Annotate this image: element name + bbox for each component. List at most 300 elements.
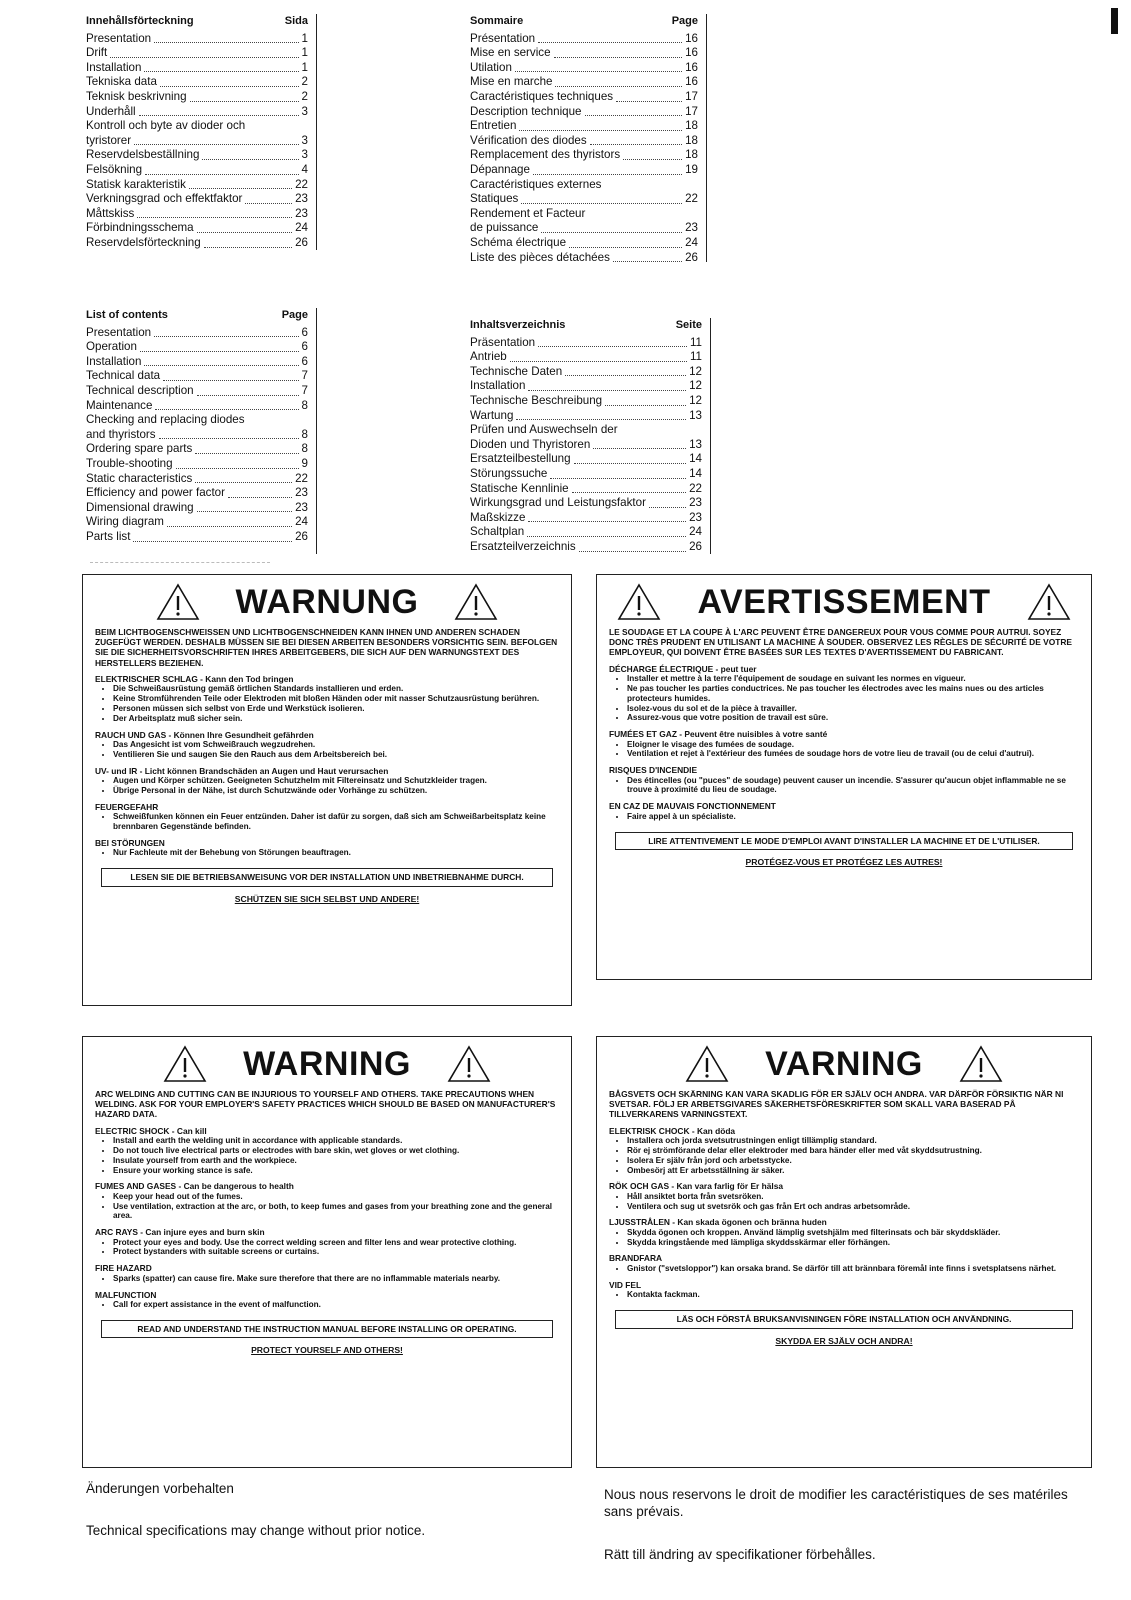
toc-entry-page: 2 bbox=[301, 89, 308, 103]
toc-header bbox=[86, 308, 316, 323]
toc-entry bbox=[470, 423, 710, 438]
hazard-item: • Augen und Körper schützen. Geeigneten Schutzhelm mit Filtereinsatz und Schutzkleider tragen. bbox=[113, 776, 559, 786]
hazard-section bbox=[95, 1126, 559, 1176]
hazard-item: • Rör ej strömförande delar eller elektroder med bara händer eller med våt skyddsutrustning. bbox=[627, 1146, 1079, 1156]
protect-slogan: PROTECT YOURSELF AND OTHERS! bbox=[251, 1345, 403, 1356]
hazard-item: • Ne pas toucher les parties conductrices. Ne pas toucher les électrodes avec les mains nues ou des articles protecteurs humides. bbox=[627, 684, 1079, 704]
toc-page-heading: Page bbox=[281, 309, 308, 321]
toc-entry-label: and thyristors bbox=[86, 427, 156, 441]
toc-entry bbox=[86, 192, 316, 207]
toc-entry-page: 16 bbox=[685, 60, 698, 74]
hazard-item: • Kontakta fackman. bbox=[627, 1290, 1079, 1300]
warning-triangle-icon bbox=[617, 583, 661, 621]
hazard-heading: FEUERGEFAHR bbox=[95, 801, 159, 812]
toc-entry-label: Störungssuche bbox=[470, 466, 548, 480]
toc-entry-label: Ersatzteilverzeichnis bbox=[470, 539, 576, 553]
toc-entry-label: Installation bbox=[86, 354, 142, 368]
toc-entry-label: Reservdelsförteckning bbox=[86, 235, 201, 249]
toc-entry-label: Static characteristics bbox=[86, 471, 193, 485]
toc-entry-page: 16 bbox=[685, 46, 698, 60]
hazard-heading: EN CAZ DE MAUVAIS FONCTIONNEMENT bbox=[609, 801, 776, 812]
hazard-item: • Faire appel à un spécialiste. bbox=[627, 812, 1079, 822]
warning-title: WARNING bbox=[243, 1044, 411, 1083]
warning-triangle-icon bbox=[1027, 583, 1071, 621]
toc-entry-page: 18 bbox=[685, 119, 698, 133]
toc-entry-label: Dioden und Thyristoren bbox=[470, 437, 591, 451]
toc-entry-page: 19 bbox=[685, 162, 698, 176]
hazard-item: • Ventilera och sug ut svetsrök och gas från Ert och andras arbetsområde. bbox=[627, 1202, 1079, 1212]
toc-entry bbox=[86, 32, 316, 47]
hazard-list bbox=[95, 848, 559, 858]
toc-entry-label: Statisk karakteristik bbox=[86, 177, 186, 191]
toc-leader-dots bbox=[159, 438, 299, 439]
toc-entry bbox=[86, 134, 316, 149]
toc-entry-label: Mise en marche bbox=[470, 75, 553, 89]
hazard-item: • Skydda kringstående med lämpliga skyddsskärmar eller förhängen. bbox=[627, 1238, 1079, 1248]
toc-french bbox=[470, 14, 707, 262]
toc-swedish bbox=[86, 14, 317, 250]
hazard-heading: UV- und IR - Licht können Brandschäden an Augen und Haut verursachen bbox=[95, 765, 389, 776]
warning-intro: LE SOUDAGE ET LA COUPE À L'ARC PEUVENT ÊTRE DANGEREUX POUR VOUS COMME POUR AUTRUI. SOYEZ DONC TRÈS PRUDENT EN UTILISANT LA MACHINE À SOUDER. OBSERVEZ LES RÈGLES DE SÉCURITÉ DE VOTRE EMPLOYEUR, QUI DOIVENT ÊTRE BASÉES SUR LES TEXTES D'AVERTISSEMENT DU FABRICANT. bbox=[609, 627, 1072, 658]
toc-entry-label: Technische Daten bbox=[470, 364, 563, 378]
toc-entry-label: Technical data bbox=[86, 369, 161, 383]
toc-entry bbox=[86, 148, 316, 163]
toc-entry-page: 11 bbox=[689, 335, 702, 349]
read-manual-notice: LÄS OCH FÖRSTÅ BRUKSANVISNINGEN FÖRE INSTALLATION OCH ANVÄNDNING. bbox=[615, 1310, 1073, 1329]
toc-leader-dots bbox=[565, 375, 686, 376]
toc-entry bbox=[86, 501, 316, 516]
toc-leader-dots bbox=[197, 511, 292, 512]
hazard-item: • Der Arbeitsplatz muß sicher sein. bbox=[113, 714, 559, 724]
toc-entry-page: 12 bbox=[689, 379, 702, 393]
toc-entry-page: 7 bbox=[301, 369, 308, 383]
hazard-list bbox=[95, 776, 559, 796]
hazard-item: • Schweißfunken können ein Feuer entzünden. Daher ist dafür zu sorgen, daß sich am Schweißarbeitsplatz keine brennbaren Gegenstände befinden. bbox=[113, 812, 559, 832]
toc-page-heading: Seite bbox=[675, 319, 702, 331]
warning-title-bar bbox=[609, 581, 1079, 623]
toc-entry-page: 14 bbox=[689, 466, 702, 480]
toc-entry-page: 23 bbox=[295, 500, 308, 514]
hazard-item: • Eloigner le visage des fumées de soudage. bbox=[627, 740, 1079, 750]
toc-entry bbox=[470, 119, 706, 134]
toc-entry bbox=[470, 163, 706, 178]
warning-title: AVERTISSEMENT bbox=[697, 582, 991, 621]
toc-entry-label: Verkningsgrad och effektfaktor bbox=[86, 192, 243, 206]
hazard-item: • Use ventilation, extraction at the arc, or both, to keep fumes and gases from your breathing zone and the general area. bbox=[113, 1202, 559, 1222]
toc-leader-dots bbox=[195, 453, 298, 454]
toc-entry bbox=[470, 482, 710, 497]
toc-leader-dots bbox=[190, 101, 299, 102]
toc-entry bbox=[86, 61, 316, 76]
hazard-item: • Personen müssen sich selbst von Erde und Werkstück isolieren. bbox=[113, 704, 559, 714]
toc-entry bbox=[86, 163, 316, 178]
toc-entry-label: Kontroll och byte av dioder och bbox=[86, 119, 246, 133]
toc-leader-dots bbox=[616, 101, 682, 102]
hazard-heading: VID FEL bbox=[609, 1279, 642, 1290]
toc-entry-label: Description technique bbox=[470, 104, 582, 118]
toc-entry-label: Remplacement des thyristors bbox=[470, 148, 621, 162]
toc-entry-page: 14 bbox=[689, 452, 702, 466]
toc-entry-page: 22 bbox=[689, 481, 702, 495]
footer-swedish: Rätt till ändring av specifikationer förbehålles. bbox=[604, 1547, 876, 1562]
toc-entry-page: 24 bbox=[685, 235, 698, 249]
toc-entry-label: Drift bbox=[86, 46, 108, 60]
toc-entry bbox=[86, 369, 316, 384]
toc-leader-dots bbox=[550, 478, 686, 479]
toc-entry bbox=[470, 365, 710, 380]
toc-entry bbox=[86, 119, 316, 134]
toc-entry bbox=[470, 394, 710, 409]
hazard-list bbox=[609, 674, 1079, 723]
toc-entry-page: 17 bbox=[685, 104, 698, 118]
toc-entry-label: de puissance bbox=[470, 221, 539, 235]
hazard-list bbox=[95, 1274, 559, 1284]
hazard-list bbox=[95, 740, 559, 760]
toc-leader-dots bbox=[510, 361, 687, 362]
hazard-heading: MALFUNCTION bbox=[95, 1289, 157, 1300]
toc-entry-page: 16 bbox=[685, 31, 698, 45]
divider bbox=[90, 562, 270, 563]
toc-entry-page: 8 bbox=[301, 398, 308, 412]
toc-german bbox=[470, 318, 711, 554]
toc-leader-dots bbox=[593, 448, 686, 449]
toc-leader-dots bbox=[528, 390, 686, 391]
toc-entry bbox=[86, 442, 316, 457]
toc-entry bbox=[470, 251, 706, 266]
toc-entry bbox=[470, 221, 706, 236]
hazard-list bbox=[95, 812, 559, 832]
toc-entry-page: 26 bbox=[685, 250, 698, 264]
hazard-heading: FUMÉES ET GAZ - Peuvent être nuisibles à votre santé bbox=[609, 729, 828, 740]
toc-entry-label: Statiques bbox=[470, 192, 519, 206]
toc-leader-dots bbox=[134, 144, 298, 145]
hazard-list bbox=[609, 1192, 1079, 1212]
toc-leader-dots bbox=[515, 71, 682, 72]
toc-leader-dots bbox=[572, 492, 686, 493]
footer-french: Nous nous reservons le droit de modifier les caractéristiques de ses matériles sans prévais. bbox=[604, 1487, 1068, 1519]
toc-entry-page: 17 bbox=[685, 89, 698, 103]
hazard-section bbox=[609, 765, 1079, 795]
toc-leader-dots bbox=[167, 526, 292, 527]
hazard-section bbox=[609, 801, 1079, 821]
toc-entry bbox=[86, 355, 316, 370]
protect-slogan: PROTÉGEZ-VOUS ET PROTÉGEZ LES AUTRES! bbox=[745, 857, 943, 868]
edge-mark bbox=[1111, 8, 1118, 34]
hazard-heading: RAUCH UND GAS - Können Ihre Gesundheit gefährden bbox=[95, 729, 314, 740]
toc-entry-label: Wiring diagram bbox=[86, 515, 164, 529]
toc-leader-dots bbox=[538, 42, 682, 43]
toc-entry-label: Dimensional drawing bbox=[86, 500, 194, 514]
toc-entry-label: Parts list bbox=[86, 529, 131, 543]
hazard-item: • Keep your head out of the fumes. bbox=[113, 1192, 559, 1202]
hazard-list bbox=[95, 1238, 559, 1258]
toc-entry-page: 3 bbox=[301, 104, 308, 118]
toc-entry bbox=[470, 336, 710, 351]
hazard-section bbox=[95, 1290, 559, 1310]
toc-entry-page: 8 bbox=[301, 427, 308, 441]
toc-entry bbox=[470, 350, 710, 365]
footer-german: Änderungen vorbehalten bbox=[86, 1481, 234, 1496]
hazard-section bbox=[95, 730, 559, 760]
toc-entry bbox=[470, 511, 710, 526]
toc-leader-dots bbox=[527, 536, 686, 537]
toc-entry-label: Ordering spare parts bbox=[86, 442, 193, 456]
read-manual-notice: READ AND UNDERSTAND THE INSTRUCTION MANUAL BEFORE INSTALLING OR OPERATING. bbox=[101, 1320, 553, 1339]
hazard-item: • Håll ansiktet borta från svetsröken. bbox=[627, 1192, 1079, 1202]
hazard-heading: BEI STÖRUNGEN bbox=[95, 837, 165, 848]
toc-entry bbox=[470, 46, 706, 61]
toc-entry-label: tyristorer bbox=[86, 133, 132, 147]
toc-entry-page: 12 bbox=[689, 393, 702, 407]
toc-entry bbox=[470, 409, 710, 424]
warning-box-swedish bbox=[596, 1036, 1092, 1468]
toc-entry bbox=[86, 221, 316, 236]
hazard-heading: LJUSSTRÅLEN - Kan skada ögonen och bränna huden bbox=[609, 1217, 827, 1228]
toc-heading: Sommaire bbox=[470, 15, 524, 27]
warning-triangle-icon bbox=[454, 583, 498, 621]
hazard-heading: ARC RAYS - Can injure eyes and burn skin bbox=[95, 1227, 265, 1238]
toc-leader-dots bbox=[195, 482, 292, 483]
toc-leader-dots bbox=[202, 159, 298, 160]
warning-triangle-icon bbox=[685, 1045, 729, 1083]
toc-leader-dots bbox=[154, 42, 298, 43]
toc-page-heading: Page bbox=[671, 15, 698, 27]
toc-entry-label: Schéma électrique bbox=[470, 235, 567, 249]
toc-leader-dots bbox=[160, 86, 299, 87]
toc-leader-dots bbox=[554, 57, 683, 58]
hazard-heading: BRANDFARA bbox=[609, 1253, 663, 1264]
toc-leader-dots bbox=[590, 144, 682, 145]
toc-entry bbox=[470, 467, 710, 482]
toc-entry-page: 26 bbox=[295, 529, 308, 543]
toc-entry-page: 9 bbox=[301, 456, 308, 470]
warning-box-french bbox=[596, 574, 1092, 980]
hazard-heading: DÉCHARGE ÉLECTRIQUE - peut tuer bbox=[609, 663, 757, 674]
toc-entry bbox=[470, 148, 706, 163]
toc-leader-dots bbox=[585, 115, 683, 116]
hazard-list bbox=[95, 1300, 559, 1310]
toc-entry-page: 12 bbox=[689, 364, 702, 378]
toc-entry-page: 26 bbox=[689, 539, 702, 553]
toc-entry-label: Mise en service bbox=[470, 46, 551, 60]
toc-entry-label: Rendement et Facteur bbox=[470, 206, 586, 220]
toc-entry bbox=[470, 90, 706, 105]
warning-intro: BEIM LICHTBOGENSCHWEISSEN UND LICHTBOGENSCHNEIDEN KANN IHNEN UND ANDEREN SCHADEN ZUGEFÜGT WERDEN. DESHALB MÜSSEN SIE BEI DIESEN ARBEITEN BESONDERS VORSICHTIG SEIN. BEFOLGEN SIE DIE SICHERHEITSVORSCHRIFTEN IHRES ARBEITGEBERS, DIE SICH AUF DEN WARNUNGSTEXT DES HERSTELLERS BEZIEHEN. bbox=[95, 627, 558, 668]
toc-entry bbox=[86, 46, 316, 61]
hazard-heading: FUMES AND GASES - Can be dangerous to health bbox=[95, 1181, 294, 1192]
toc-page-heading: Sida bbox=[284, 15, 308, 27]
toc-leader-dots bbox=[110, 57, 298, 58]
toc-entry-page: 18 bbox=[685, 133, 698, 147]
hazard-list bbox=[95, 1136, 559, 1175]
toc-entry-label: Antrieb bbox=[470, 350, 507, 364]
hazard-section bbox=[609, 1181, 1079, 1211]
toc-entry-page: 23 bbox=[295, 206, 308, 220]
toc-entry-page: 23 bbox=[295, 192, 308, 206]
hazard-section bbox=[95, 1227, 559, 1257]
toc-entry-page: 6 bbox=[301, 325, 308, 339]
hazard-section bbox=[95, 674, 559, 724]
toc-leader-dots bbox=[649, 507, 686, 508]
toc-heading: List of contents bbox=[86, 309, 168, 321]
hazard-item: • Übrige Personal in der Nähe, ist durch Schutzwände oder Vorhänge zu schützen. bbox=[113, 786, 559, 796]
toc-entry-label: Dépannage bbox=[470, 162, 530, 176]
toc-entry-page: 13 bbox=[689, 408, 702, 422]
hazard-item: • Isolera Er själv från jord och arbetsstycke. bbox=[627, 1156, 1079, 1166]
toc-entry-label: Teknisk beskrivning bbox=[86, 89, 187, 103]
hazard-item: • Ombesörj att Er arbetsställning är säker. bbox=[627, 1166, 1079, 1176]
toc-leader-dots bbox=[137, 217, 292, 218]
toc-entry-label: Präsentation bbox=[470, 335, 536, 349]
toc-entry-page: 3 bbox=[301, 148, 308, 162]
read-manual-notice: LIRE ATTENTIVEMENT LE MODE D'EMPLOI AVANT D'INSTALLER LA MACHINE ET DE L'UTILISER. bbox=[615, 832, 1073, 851]
toc-entry bbox=[86, 413, 316, 428]
toc-entry bbox=[86, 207, 316, 222]
toc-entry-label: Utilation bbox=[470, 60, 512, 74]
hazard-section bbox=[95, 1181, 559, 1221]
hazard-heading: RÖK OCH GAS - Kan vara farlig för Er hälsa bbox=[609, 1181, 784, 1192]
toc-entry-label: Presentation bbox=[86, 31, 152, 45]
hazard-section bbox=[609, 1217, 1079, 1247]
toc-entry bbox=[470, 525, 710, 540]
toc-header bbox=[86, 14, 316, 29]
protect-slogan: SKYDDA ER SJÄLV OCH ANDRA! bbox=[775, 1335, 913, 1346]
hazard-item: • Skydda ögonen och kroppen. Använd lämplig svetshjälm med filterinsats och bär skyddskläder. bbox=[627, 1228, 1079, 1238]
warning-box-german bbox=[82, 574, 572, 1006]
hazard-section bbox=[609, 1126, 1079, 1176]
toc-entry bbox=[86, 75, 316, 90]
warning-triangle-icon bbox=[447, 1045, 491, 1083]
hazard-list bbox=[609, 812, 1079, 822]
hazard-section bbox=[609, 1280, 1079, 1300]
toc-leader-dots bbox=[528, 521, 686, 522]
toc-entry-page: 13 bbox=[689, 437, 702, 451]
toc-entry-page: 18 bbox=[685, 148, 698, 162]
toc-entry bbox=[86, 90, 316, 105]
toc-entry bbox=[86, 384, 316, 399]
toc-entry-label: Présentation bbox=[470, 31, 536, 45]
toc-entry-page: 23 bbox=[295, 486, 308, 500]
protect-slogan: SCHÜTZEN SIE SICH SELBST UND ANDERE! bbox=[234, 893, 420, 904]
toc-entry-label: Technical description bbox=[86, 383, 194, 397]
hazard-section bbox=[609, 1253, 1079, 1273]
toc-leader-dots bbox=[623, 159, 682, 160]
warning-intro: ARC WELDING AND CUTTING CAN BE INJURIOUS TO YOURSELF AND OTHERS. TAKE PRECAUTIONS WHEN WELDING. ASK FOR YOUR EMPLOYER'S SAFETY PRACTICES WHICH SHOULD BE BASED ON MANUFACTURER'S HAZARD DATA. bbox=[95, 1089, 556, 1120]
hazard-item: • Das Angesicht ist vom Schweißrauch wegzudrehen. bbox=[113, 740, 559, 750]
toc-entry-label: Prüfen und Auswechseln der bbox=[470, 423, 618, 437]
toc-entry-page: 24 bbox=[689, 525, 702, 539]
toc-leader-dots bbox=[197, 395, 299, 396]
hazard-list bbox=[609, 776, 1079, 796]
toc-heading: Innehållsförteckning bbox=[86, 15, 194, 27]
warning-triangle-icon bbox=[163, 1045, 207, 1083]
read-manual-notice: LESEN SIE DIE BETRIEBSANWEISUNG VOR DER INSTALLATION UND INBETRIEBNAHME DURCH. bbox=[101, 868, 553, 887]
hazard-section bbox=[609, 664, 1079, 723]
toc-entry bbox=[470, 134, 706, 149]
toc-entry bbox=[86, 457, 316, 472]
toc-leader-dots bbox=[139, 115, 299, 116]
hazard-item: • Protect your eyes and body. Use the correct welding screen and filter lens and wear protective clothing. bbox=[113, 1238, 559, 1248]
toc-entry bbox=[470, 207, 706, 222]
warning-triangle-icon bbox=[959, 1045, 1003, 1083]
toc-entry-page: 6 bbox=[301, 354, 308, 368]
warning-box-english bbox=[82, 1036, 572, 1468]
hazard-item: • Keine Stromführenden Teile oder Elektroden mit bloßen Händen oder mit nasser Schutzausrüstung berühren. bbox=[113, 694, 559, 704]
toc-leader-dots bbox=[516, 419, 686, 420]
warning-title-bar bbox=[609, 1043, 1079, 1085]
hazard-item: • Insulate yourself from earth and the workpiece. bbox=[113, 1156, 559, 1166]
toc-entry bbox=[470, 75, 706, 90]
toc-entry-label: Ersatzteilbestellung bbox=[470, 452, 571, 466]
toc-leader-dots bbox=[579, 551, 686, 552]
toc-leader-dots bbox=[197, 232, 292, 233]
toc-entry bbox=[86, 178, 316, 193]
warning-title-bar bbox=[95, 1043, 559, 1085]
toc-leader-dots bbox=[569, 247, 682, 248]
toc-entry-page: 2 bbox=[301, 75, 308, 89]
toc-entry bbox=[470, 236, 706, 251]
toc-entry-page: 4 bbox=[301, 162, 308, 176]
toc-entry bbox=[470, 61, 706, 76]
hazard-list bbox=[609, 1136, 1079, 1175]
toc-entry bbox=[86, 236, 316, 251]
hazard-heading: ELEKTRISCHER SCHLAG - Kann den Tod bringen bbox=[95, 673, 294, 684]
hazard-list bbox=[609, 740, 1079, 760]
toc-leader-dots bbox=[145, 174, 298, 175]
hazard-item: • Die Schweißausrüstung gemäß örtlichen Standards installieren und erden. bbox=[113, 684, 559, 694]
toc-entry-label: Checking and replacing diodes bbox=[86, 413, 245, 427]
toc-leader-dots bbox=[605, 405, 686, 406]
toc-entry-page: 1 bbox=[301, 31, 308, 45]
hazard-item: • Protect bystanders with suitable screens or curtains. bbox=[113, 1247, 559, 1257]
toc-leader-dots bbox=[154, 336, 298, 337]
hazard-item: • Ventilation et rejet à l'extérieur des fumées de soudage hors de votre lieu de travail (ou de celui d'autrui). bbox=[627, 749, 1079, 759]
toc-entry-label: Installation bbox=[470, 379, 526, 393]
toc-entry-page: 22 bbox=[295, 471, 308, 485]
toc-entry-label: Maintenance bbox=[86, 398, 153, 412]
toc-entry-label: Installation bbox=[86, 60, 142, 74]
hazard-section bbox=[95, 802, 559, 832]
toc-entry bbox=[470, 32, 706, 47]
toc-entry-page: 3 bbox=[301, 133, 308, 147]
toc-leader-dots bbox=[163, 380, 298, 381]
hazard-list bbox=[609, 1228, 1079, 1248]
toc-entry bbox=[86, 399, 316, 414]
toc-entry bbox=[470, 178, 706, 193]
toc-leader-dots bbox=[144, 71, 298, 72]
hazard-section bbox=[609, 729, 1079, 759]
hazard-item: • Assurez-vous que votre position de travail est sûre. bbox=[627, 713, 1079, 723]
toc-entry-label: Caractéristiques techniques bbox=[470, 89, 614, 103]
hazard-heading: ELECTRIC SHOCK - Can kill bbox=[95, 1125, 207, 1136]
hazard-item: • Isolez-vous du sol et de la pièce à travailler. bbox=[627, 704, 1079, 714]
hazard-item: • Call for expert assistance in the event of malfunction. bbox=[113, 1300, 559, 1310]
toc-entry bbox=[86, 486, 316, 501]
toc-leader-dots bbox=[533, 174, 682, 175]
hazard-item: • Sparks (spatter) can cause fire. Make sure therefore that there are no inflammable materials nearby. bbox=[113, 1274, 559, 1284]
toc-entry bbox=[86, 340, 316, 355]
hazard-list bbox=[95, 1192, 559, 1221]
toc-entry bbox=[86, 530, 316, 545]
hazard-item: • Do not touch live electrical parts or electrodes with bare skin, wet gloves or wet clothing. bbox=[113, 1146, 559, 1156]
toc-english bbox=[86, 308, 317, 554]
toc-entry-label: Underhåll bbox=[86, 104, 136, 118]
toc-entry-label: Schaltplan bbox=[470, 525, 525, 539]
toc-leader-dots bbox=[541, 232, 682, 233]
toc-entry-page: 24 bbox=[295, 221, 308, 235]
toc-entry-label: Trouble-shooting bbox=[86, 456, 173, 470]
toc-entry-page: 22 bbox=[685, 192, 698, 206]
